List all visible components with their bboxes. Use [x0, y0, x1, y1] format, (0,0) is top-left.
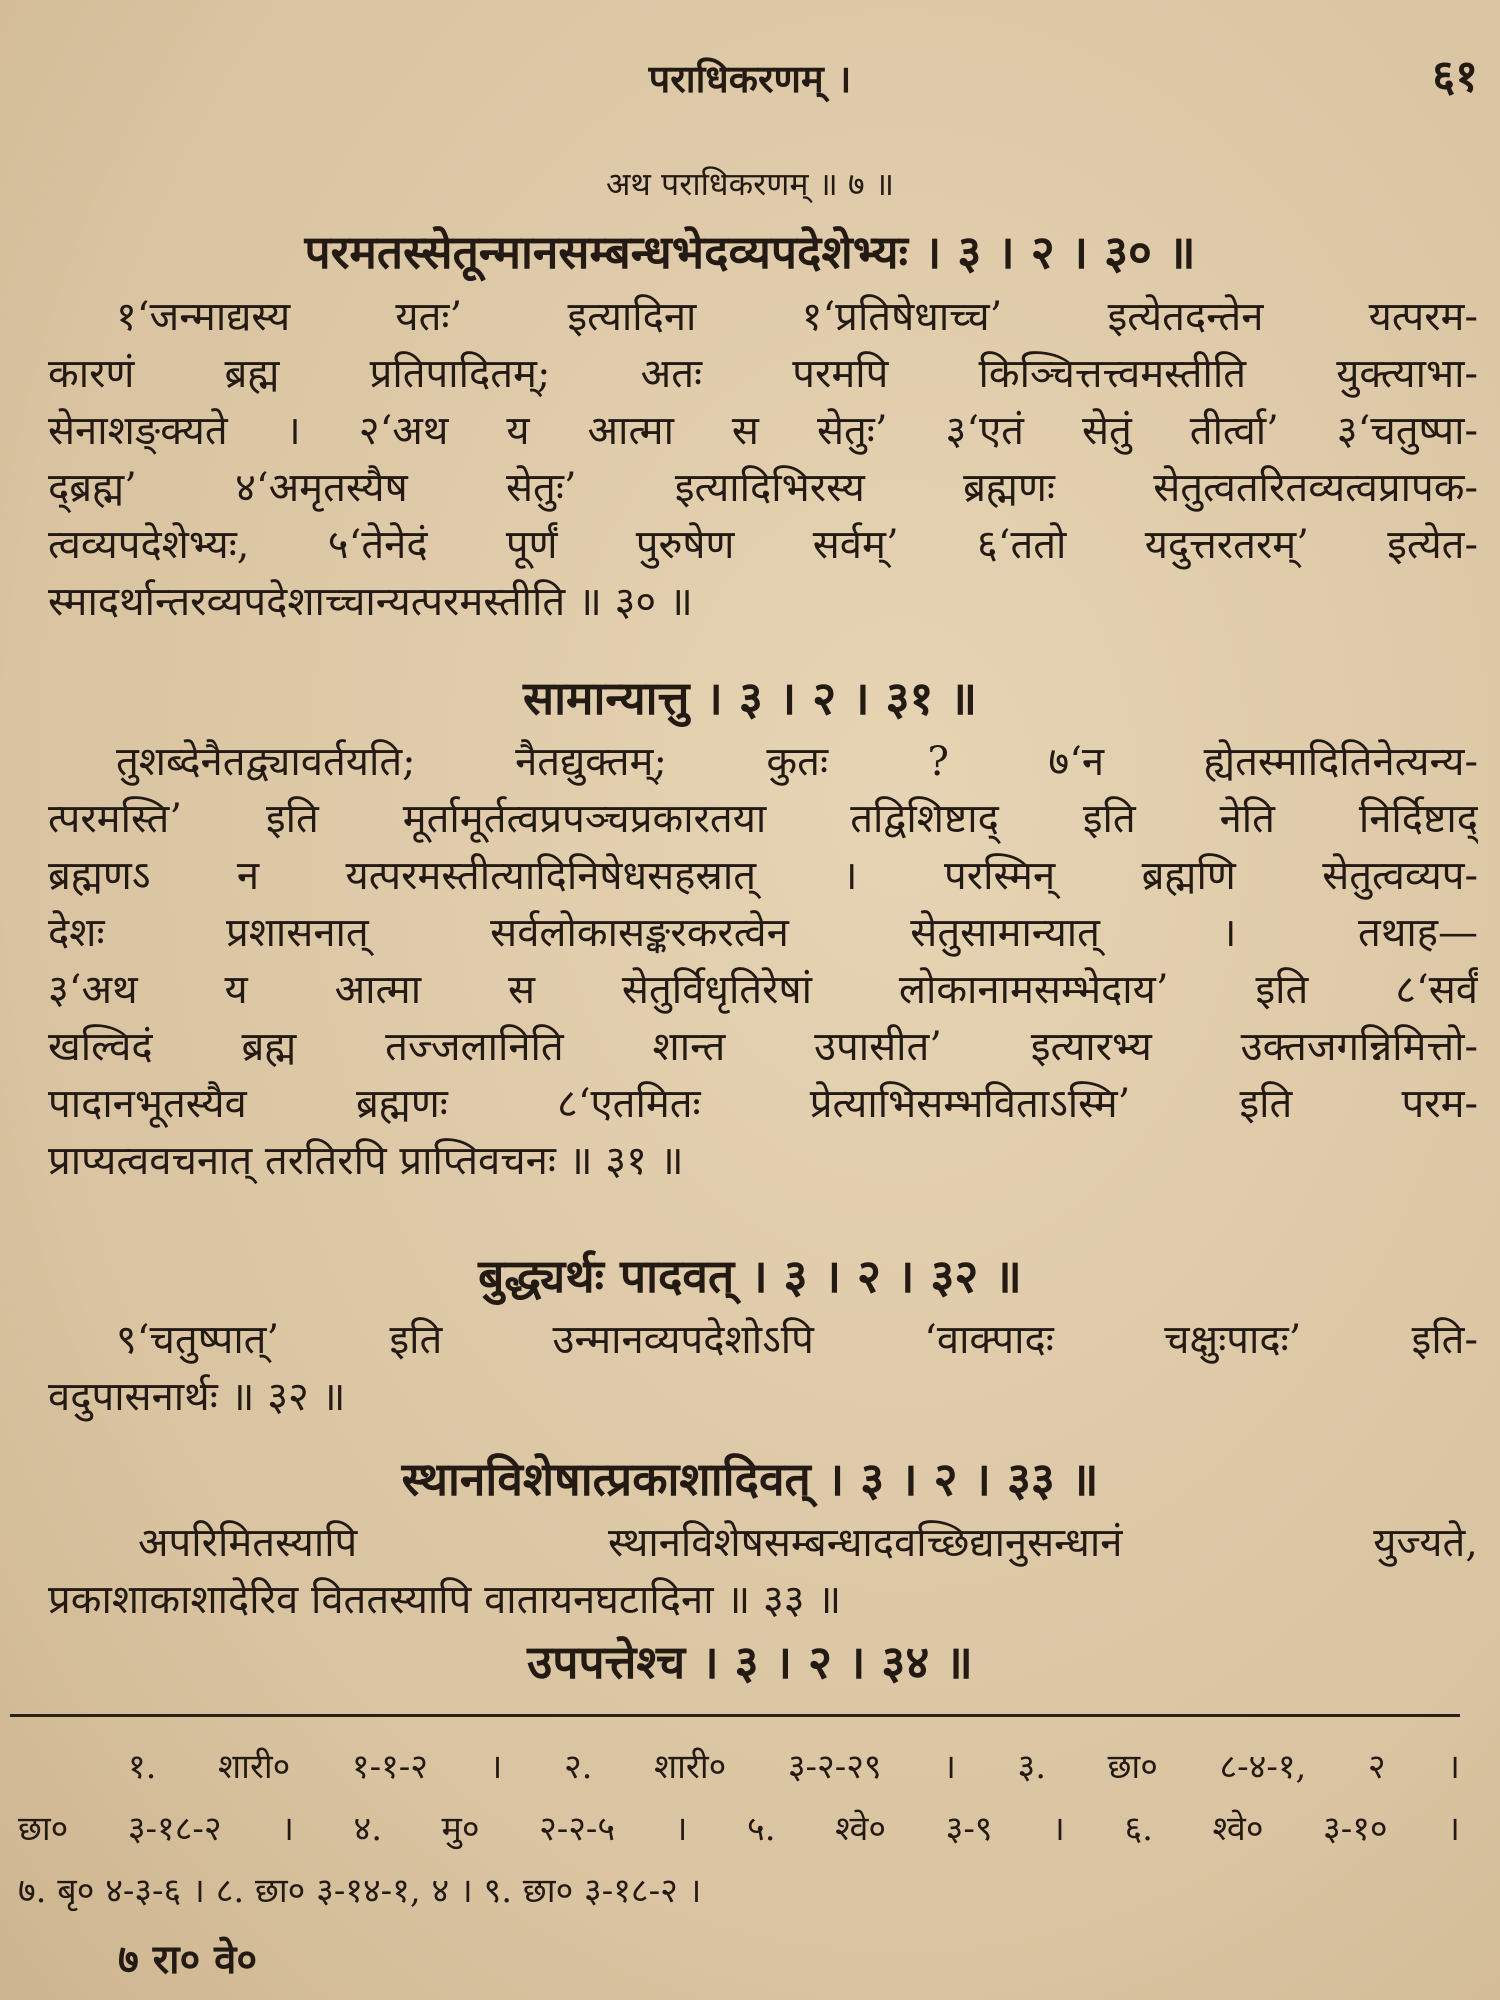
commentary-line: प्रकाशाकाशादेरिव विततस्यापि वातायनघटादिना ॥ ३३ ॥	[48, 1577, 842, 1623]
footnote-divider	[10, 1714, 1460, 1717]
commentary-line: खल्विदं ब्रह्म तज्जलानिति शान्त उपासीत’ इत्यारभ्य उक्तजगन्निमित्तो-	[48, 1024, 1478, 1070]
commentary-line: १‘जन्माद्यस्य यतः’ इत्यादिना १‘प्रतिषेधाच्च’ इत्येतदन्तेन यत्परम-	[116, 294, 1478, 340]
commentary-32	[48, 1312, 1478, 1426]
sutra-34: उपपत्तेश्च । ३ । २ । ३४ ॥	[527, 1635, 973, 1689]
commentary-line: ३‘अथ य आत्मा स सेतुर्विधृतिरेषां लोकानामसम्भेदाय’ इति ८‘सर्वं	[48, 967, 1478, 1013]
commentary-33	[48, 1515, 1478, 1629]
commentary-line: तुशब्देनैतद्व्यावर्तयति; नैतद्युक्तम्; कुतः ? ७‘न ह्येतस्मादितिनेत्यन्य-	[116, 739, 1478, 785]
footnote-line: छा० ३-१८-२ । ४. मु० २-२-५ । ५. श्वे० ३-९ । ६. श्वे० ३-१० ।	[18, 1809, 1460, 1849]
commentary-line: कारणं ब्रह्म प्रतिपादितम्; अतः परमपि किञ्चित्तत्त्वमस्तीति युक्त्याभा-	[48, 351, 1478, 397]
page-number: ६१	[1432, 51, 1478, 102]
running-head: पराधिकरणम् ।	[648, 56, 852, 101]
footnote-line: १. शारी० १-१-२ । २. शारी० ३-२-२९ । ३. छा० ८-४-१, २ ।	[128, 1747, 1460, 1787]
printer-signature-mark: ७ रा० वे०	[118, 1936, 258, 1983]
sutra-31: सामान्यात्तु । ३ । २ । ३१ ॥	[522, 671, 978, 725]
commentary-30	[48, 289, 1478, 631]
commentary-line: त्वव्यपदेशेभ्यः, ५‘तेनेदं पूर्णं पुरुषेण सर्वम्’ ६‘ततो यदुत्तरतरम्’ इत्येत-	[48, 522, 1478, 568]
commentary-line: स्मादर्थान्तरव्यपदेशाच्चान्यत्परमस्तीति ॥ ३० ॥	[48, 579, 693, 625]
commentary-line: प्राप्यत्ववचनात् तरतिरपि प्राप्तिवचनः ॥ ३१ ॥	[48, 1138, 684, 1184]
footnotes	[18, 1736, 1460, 1922]
commentary-line: त्परमस्ति’ इति मूर्तामूर्तत्वप्रपञ्चप्रकारतया तद्विशिष्टाद् इति नेति निर्दिष्टाद्	[48, 796, 1478, 842]
commentary-line: ९‘चतुष्पात्’ इति उन्मानव्यपदेशोऽपि ‘वाक्पादः चक्षुःपादः’ इति-	[116, 1317, 1478, 1363]
section-heading: अथ पराधिकरणम् ॥ ७ ॥	[605, 165, 895, 203]
commentary-line: देशः प्रशासनात् सर्वलोकासङ्करकरत्वेन सेतुसामान्यात् । तथाह—	[48, 910, 1478, 956]
commentary-line: पादानभूतस्यैव ब्रह्मणः ८‘एतमितः प्रेत्याभिसम्भविताऽस्मि’ इति परम-	[48, 1081, 1478, 1127]
sutra-32: बुद्ध्यर्थः पादवत् । ३ । २ । ३२ ॥	[478, 1249, 1022, 1303]
commentary-line: ब्रह्मणऽ न यत्परमस्तीत्यादिनिषेधसहस्रात् । परस्मिन् ब्रह्मणि सेतुत्वव्यप-	[48, 853, 1478, 899]
sutra-30: परमतस्सेतून्मानसम्बन्धभेदव्यपदेशेभ्यः । ३ । २ । ३० ॥	[304, 225, 1196, 279]
footnote-line: ७. बृ० ४-३-६ । ८. छा० ३-१४-१, ४ । ९. छा० ३-१८-२ ।	[18, 1871, 702, 1911]
commentary-line: अपरिमितस्यापि स्थानविशेषसम्बन्धादवच्छिद्यानुसन्धानं युज्यते,	[138, 1520, 1478, 1566]
commentary-line: सेनाशङ्क्यते । २‘अथ य आत्मा स सेतुः’ ३‘एतं सेतुं तीर्त्वा’ ३‘चतुष्पा-	[48, 408, 1478, 454]
commentary-31	[48, 734, 1478, 1190]
commentary-line: द्ब्रह्म’ ४‘अमृतस्यैष सेतुः’ इत्यादिभिरस्य ब्रह्मणः सेतुत्वतरितव्यत्वप्रापक-	[48, 465, 1478, 511]
commentary-line: वदुपासनार्थः ॥ ३२ ॥	[48, 1374, 346, 1420]
sutra-33: स्थानविशेषात्प्रकाशादिवत् । ३ । २ । ३३ ॥	[401, 1452, 1099, 1506]
